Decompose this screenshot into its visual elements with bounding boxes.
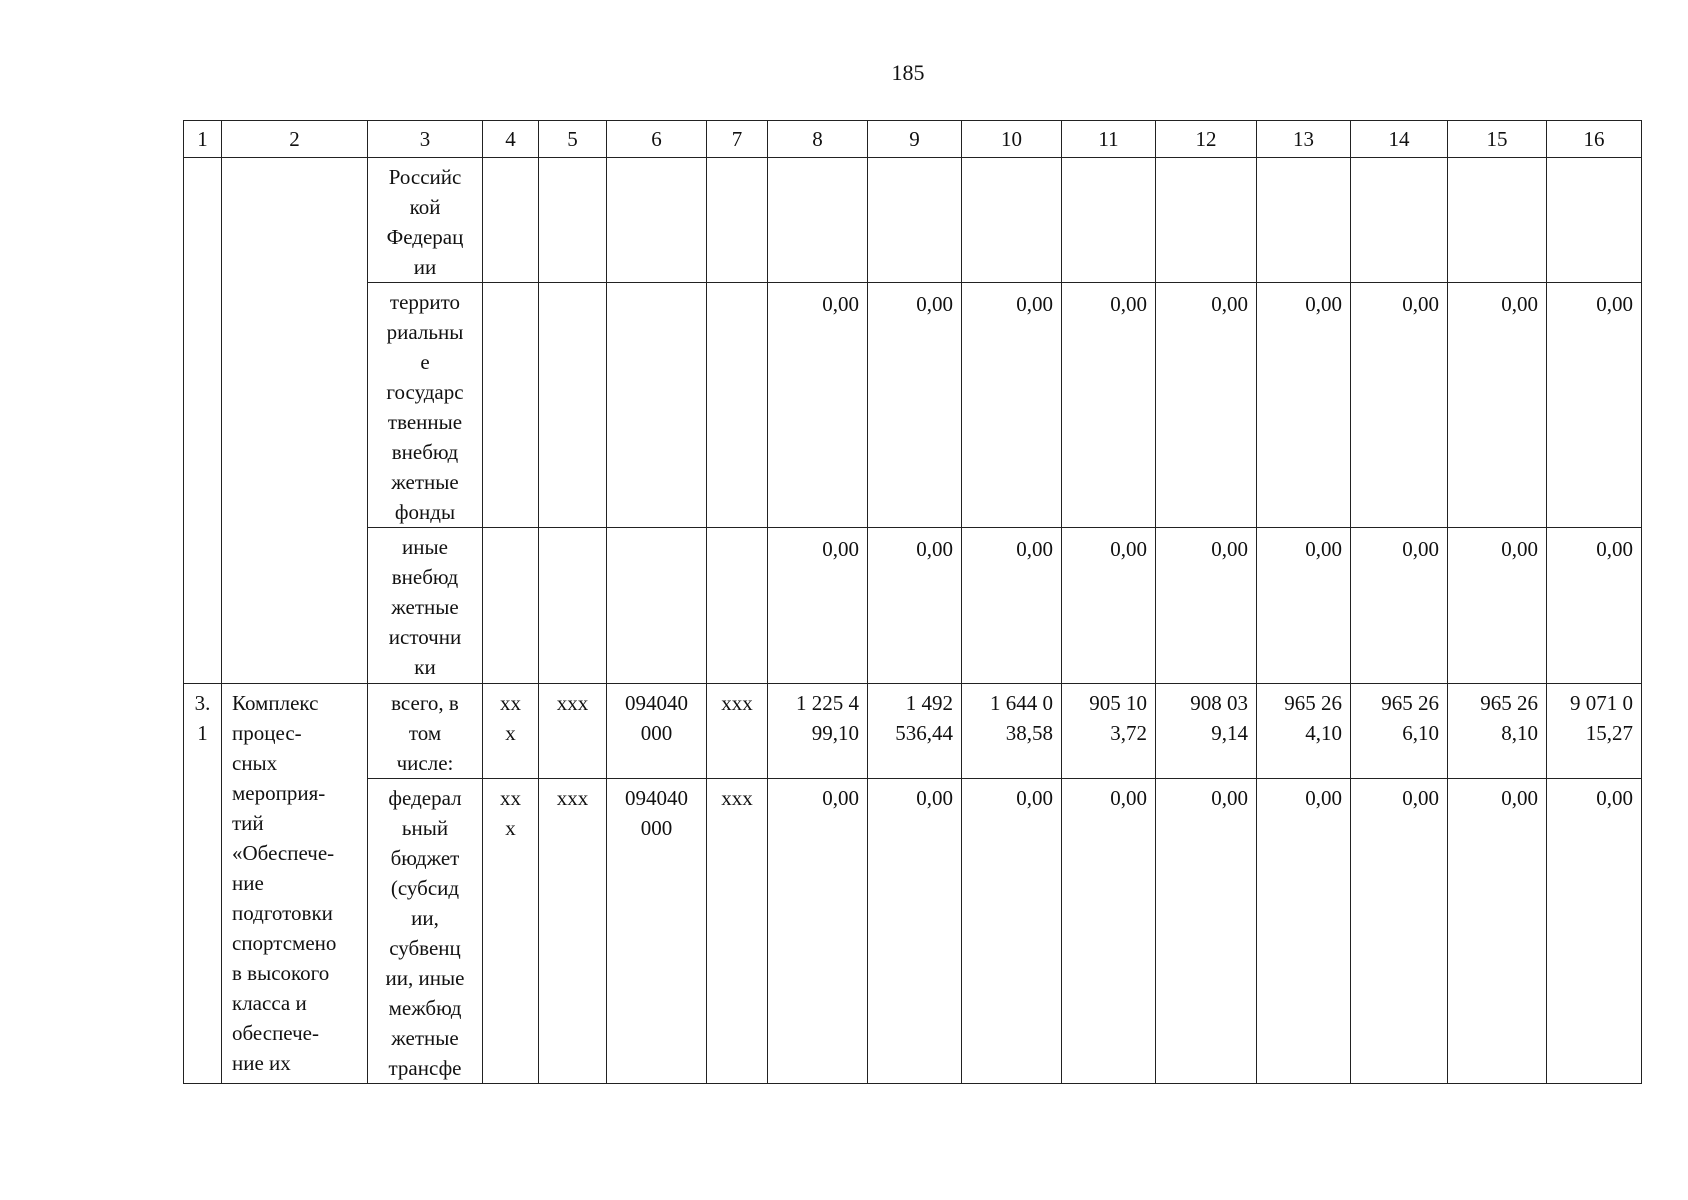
value-cell: 0,00: [868, 528, 962, 684]
value-cell: 0,00: [1448, 283, 1547, 528]
funding-source-cell: иные внебюд жетные источни ки: [368, 528, 483, 684]
code-cell: ххх: [707, 684, 768, 779]
value-cell: 0,00: [1156, 779, 1257, 1084]
funding-source-cell: всего, в том числе:: [368, 684, 483, 779]
value-cell: 965 26 6,10: [1351, 684, 1448, 779]
header-cell: 10: [962, 121, 1062, 158]
value-cell: 0,00: [1062, 283, 1156, 528]
header-cell: 12: [1156, 121, 1257, 158]
value-cell: 0,00: [1547, 283, 1642, 528]
empty-cell: [222, 158, 368, 684]
code-cell: 094040 000: [607, 684, 707, 779]
value-cell: 908 03 9,14: [1156, 684, 1257, 779]
code-cell: хх х: [483, 779, 539, 1084]
value-cell: 0,00: [962, 283, 1062, 528]
value-cell: 0,00: [768, 528, 868, 684]
value-cell: 0,00: [1257, 779, 1351, 1084]
header-cell: 6: [607, 121, 707, 158]
header-cell: 8: [768, 121, 868, 158]
value-cell: 1 492 536,44: [868, 684, 962, 779]
value-cell: 0,00: [1547, 779, 1642, 1084]
table-row-fed: [184, 779, 1642, 1084]
table-row-total: [184, 684, 1642, 779]
code-cell: ххх: [539, 684, 607, 779]
code-cell: ххх: [707, 779, 768, 1084]
header-row: [184, 121, 1642, 158]
value-cell: 1 225 4 99,10: [768, 684, 868, 779]
item-number-cell: 3. 1: [184, 684, 222, 1084]
value-cell: 0,00: [1351, 528, 1448, 684]
value-cell: 0,00: [1062, 528, 1156, 684]
table-row-inye: [184, 528, 1642, 684]
value-cell: 965 26 8,10: [1448, 684, 1547, 779]
value-cell: 905 10 3,72: [1062, 684, 1156, 779]
budget-table: [183, 120, 1642, 1084]
value-cell: 0,00: [1448, 779, 1547, 1084]
header-cell: 13: [1257, 121, 1351, 158]
header-cell: 15: [1448, 121, 1547, 158]
value-cell: 0,00: [1062, 779, 1156, 1084]
value-cell: 9 071 0 15,27: [1547, 684, 1642, 779]
page-number: 185: [891, 60, 925, 85]
value-cell: 0,00: [1547, 528, 1642, 684]
header-cell: 16: [1547, 121, 1642, 158]
header-cell: 4: [483, 121, 539, 158]
value-cell: 0,00: [962, 779, 1062, 1084]
value-cell: 0,00: [962, 528, 1062, 684]
empty-cell: [184, 158, 222, 684]
header-cell: 14: [1351, 121, 1448, 158]
value-cell: 0,00: [1351, 283, 1448, 528]
header-cell: 11: [1062, 121, 1156, 158]
item-name-cell: Комплекс процес- сных мероприя- тий «Обеспече- ние подготовки спортсмено в высокого класса и обеспече- ние их: [222, 684, 368, 1084]
value-cell: 0,00: [1156, 283, 1257, 528]
value-cell: 0,00: [1448, 528, 1547, 684]
value-cell: 1 644 0 38,58: [962, 684, 1062, 779]
value-cell: 0,00: [1156, 528, 1257, 684]
header-cell: 3: [368, 121, 483, 158]
header-cell: 7: [707, 121, 768, 158]
value-cell: 0,00: [1257, 283, 1351, 528]
value-cell: 0,00: [868, 283, 962, 528]
header-cell: 9: [868, 121, 962, 158]
table-row-rf: [184, 158, 1642, 283]
code-cell: 094040 000: [607, 779, 707, 1084]
value-cell: 0,00: [1257, 528, 1351, 684]
header-cell: 1: [184, 121, 222, 158]
table-row-tgvf: [184, 283, 1642, 528]
header-cell: 2: [222, 121, 368, 158]
funding-source-cell: федерал ьный бюджет (субсид ии, субвенц ии, иные межбюд жетные трансфе: [368, 779, 483, 1084]
value-cell: 0,00: [1351, 779, 1448, 1084]
funding-source-cell: террито риальны е государс твенные внебюд жетные фонды: [368, 283, 483, 528]
value-cell: 0,00: [768, 779, 868, 1084]
code-cell: ххх: [539, 779, 607, 1084]
header-cell: 5: [539, 121, 607, 158]
value-cell: 0,00: [868, 779, 962, 1084]
value-cell: 965 26 4,10: [1257, 684, 1351, 779]
funding-source-cell: Российс кой Федерац ии: [368, 158, 483, 283]
code-cell: хх х: [483, 684, 539, 779]
value-cell: 0,00: [768, 283, 868, 528]
